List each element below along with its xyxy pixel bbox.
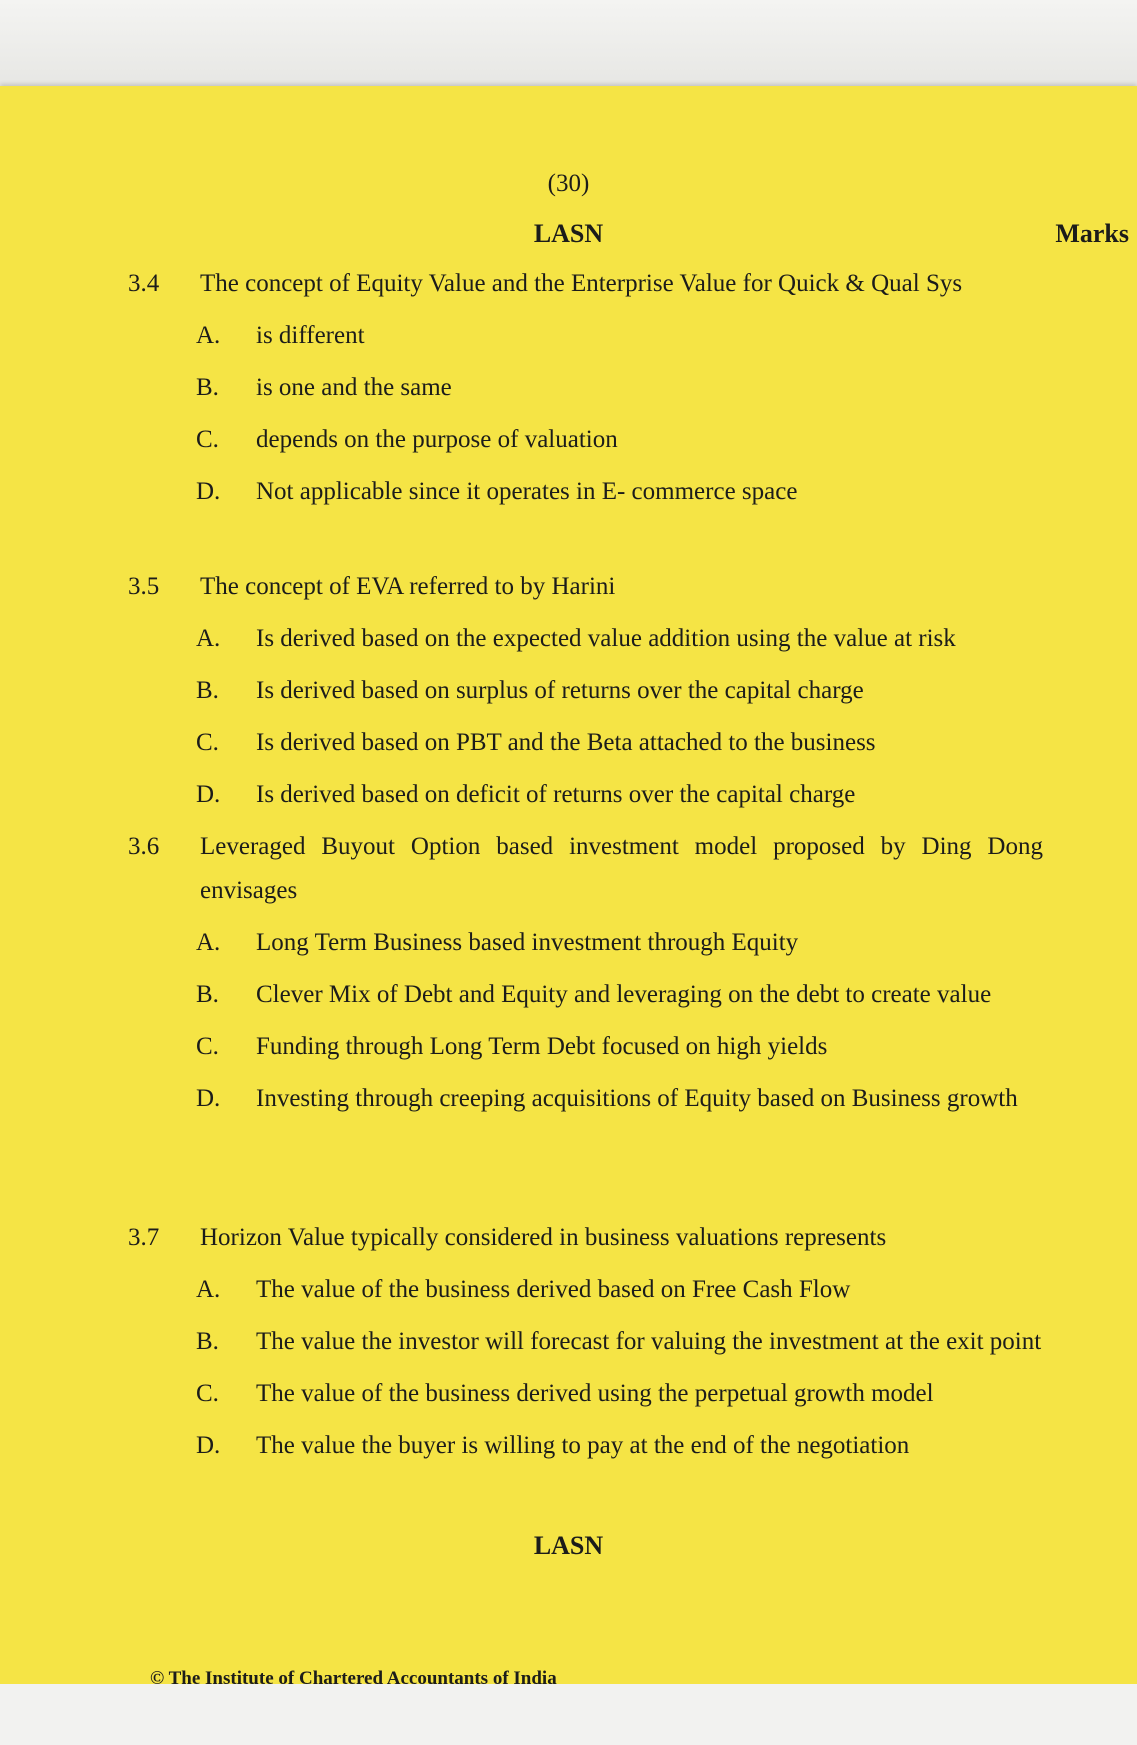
page-number: (30) [547, 170, 590, 197]
question-stem: The concept of Equity Value and the Enterprise Value for Quick & Qual Sys [200, 270, 963, 297]
option-text: depends on the purpose of valuation [256, 426, 618, 453]
option-letter: B. [196, 374, 219, 401]
option-letter: C. [196, 426, 219, 453]
option-text: Is derived based on surplus of returns over the capital charge [256, 677, 864, 704]
question-3-6 [128, 825, 1043, 1121]
paper-code-footer: LASN [533, 1531, 604, 1560]
option-a [196, 617, 1043, 661]
option-letter: C. [196, 1033, 219, 1060]
option-letter: A. [196, 1276, 221, 1303]
option-text: Is derived based on the expected value addition using the value at risk [256, 625, 956, 652]
marks-column-label: Marks [1055, 219, 1129, 248]
option-a [196, 1268, 1043, 1312]
question-3-7 [128, 1216, 1043, 1468]
option-b [196, 366, 1043, 410]
option-text: The value of the business derived using the perpetual growth model [256, 1380, 934, 1407]
option-letter: B. [196, 677, 219, 704]
option-c [196, 418, 1043, 462]
option-text: Long Term Business based investment through Equity [256, 929, 799, 956]
option-text: The value the buyer is willing to pay at the end of the negotiation [256, 1432, 910, 1459]
option-a [196, 921, 1043, 965]
option-d [196, 470, 1043, 514]
option-b [196, 669, 1043, 713]
option-letter: D. [196, 1432, 221, 1459]
option-text: Not applicable since it operates in E- commerce space [256, 478, 798, 505]
option-letter: D. [196, 1085, 221, 1112]
option-text: Investing through creeping acquisitions of Equity based on Business growth [256, 1085, 1018, 1112]
option-text: Is derived based on deficit of returns over the capital charge [256, 781, 856, 808]
copyright-notice: © The Institute of Chartered Accountants of India [150, 1668, 557, 1689]
option-c [196, 1025, 1043, 1069]
option-text: Clever Mix of Debt and Equity and leveraging on the debt to create value [256, 981, 992, 1008]
scan-bottom-margin [0, 1684, 1137, 1745]
option-letter: B. [196, 1328, 219, 1355]
option-text: The value the investor will forecast for valuing the investment at the exit point [256, 1328, 1042, 1355]
option-letter: D. [196, 781, 221, 808]
option-text: Funding through Long Term Debt focused on high yields [256, 1033, 828, 1060]
option-letter: A. [196, 322, 221, 349]
question-3-5 [128, 565, 1043, 817]
option-text: is one and the same [256, 374, 452, 401]
option-text: is different [256, 322, 365, 349]
option-letter: D. [196, 478, 221, 505]
question-number: 3.4 [128, 270, 160, 297]
option-letter: A. [196, 625, 221, 652]
question-stem: The concept of EVA referred to by Harini [200, 573, 616, 600]
option-d [196, 773, 1043, 817]
question-stem: Horizon Value typically considered in business valuations represents [200, 1224, 887, 1251]
question-number: 3.5 [128, 573, 160, 600]
question-3-4 [128, 262, 1043, 514]
option-text: Is derived based on PBT and the Beta attached to the business [256, 729, 876, 756]
option-letter: C. [196, 729, 219, 756]
option-letter: A. [196, 929, 221, 956]
option-c [196, 721, 1043, 765]
option-b [196, 973, 1043, 1017]
question-number: 3.6 [128, 833, 160, 860]
option-a [196, 314, 1043, 358]
option-letter: B. [196, 981, 219, 1008]
option-b [196, 1320, 1043, 1364]
scan-top-margin [0, 0, 1137, 92]
question-stem: Leveraged Buyout Option based investment model proposed by Ding Dong envisages [200, 833, 1043, 904]
option-text: The value of the business derived based on Free Cash Flow [256, 1276, 851, 1303]
option-letter: C. [196, 1380, 219, 1407]
option-d [196, 1077, 1043, 1121]
option-d [196, 1424, 1043, 1468]
option-c [196, 1372, 1043, 1416]
paper-code-header: LASN [533, 219, 604, 248]
question-number: 3.7 [128, 1224, 160, 1251]
